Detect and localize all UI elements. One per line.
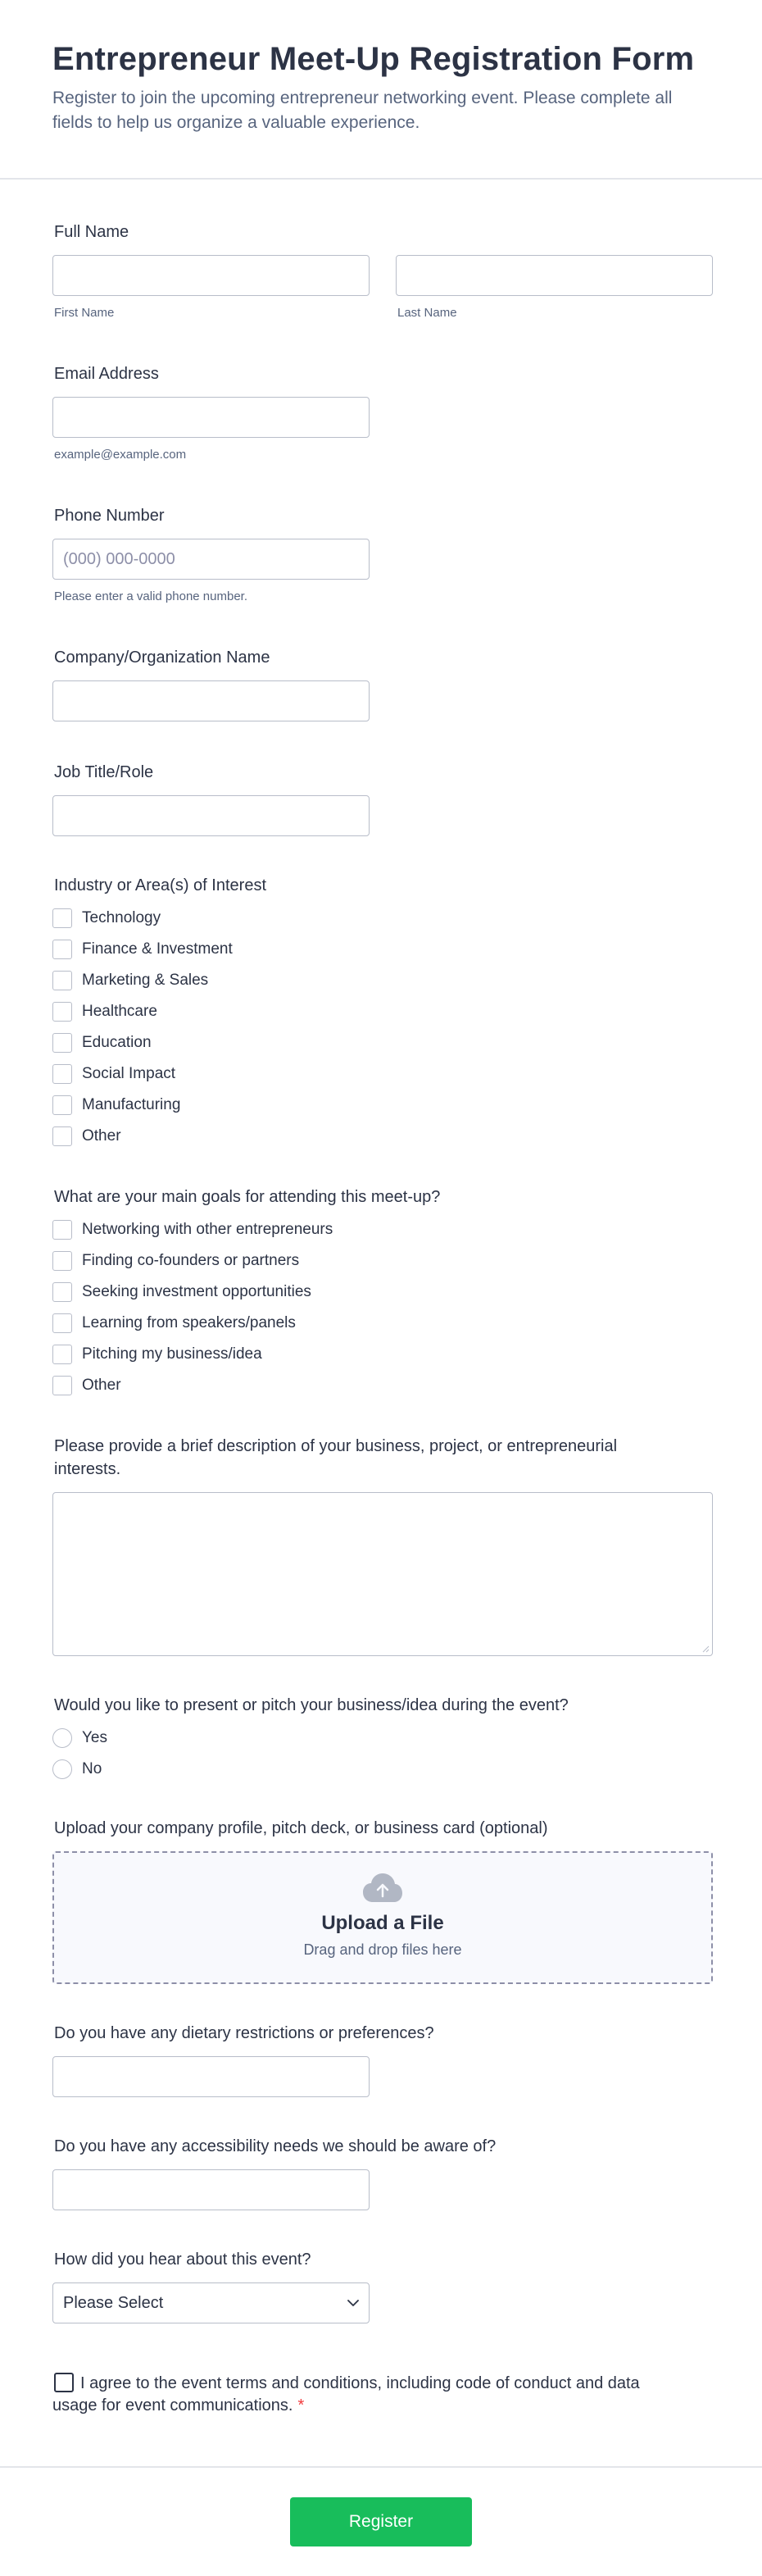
phone-input[interactable] (52, 539, 370, 580)
first-name-input[interactable] (52, 255, 370, 296)
company-question (52, 646, 710, 721)
pitch-option-no[interactable] (52, 1759, 710, 1779)
goals-label: What are your main goals for attending this meet-up? (54, 1188, 441, 1206)
checkbox[interactable] (52, 1376, 72, 1395)
pitch-option-yes[interactable] (52, 1728, 710, 1748)
required-asterisk: * (297, 2396, 305, 2414)
pitch-question (52, 1694, 710, 1779)
cloud-upload-icon (362, 1873, 403, 1904)
option-label: Learning from speakers/panels (82, 1314, 296, 1331)
job-label: Job Title/Role (54, 763, 154, 781)
goals-option[interactable] (52, 1220, 710, 1240)
chevron-down-icon (347, 2300, 359, 2307)
phone-label: Phone Number (54, 507, 165, 525)
option-label: Yes (82, 1729, 107, 1746)
checkbox[interactable] (52, 1126, 72, 1146)
checkbox[interactable] (52, 908, 72, 928)
checkbox[interactable] (52, 1282, 72, 1302)
upload-question (52, 1817, 710, 1984)
radio-button[interactable] (52, 1759, 72, 1779)
goals-option[interactable] (52, 1251, 710, 1271)
option-label: Finding co-founders or partners (82, 1252, 300, 1269)
industry-question (52, 874, 710, 1146)
resize-handle-icon[interactable] (701, 1645, 710, 1653)
accessibility-input[interactable] (52, 2169, 370, 2210)
radio-button[interactable] (52, 1728, 72, 1748)
email-input[interactable] (52, 397, 370, 438)
goals-option[interactable] (52, 1282, 710, 1302)
checkbox[interactable] (52, 1313, 72, 1333)
option-label: Networking with other entrepreneurs (82, 1221, 333, 1238)
pitch-label: Would you like to present or pitch your business/idea during the event? (54, 1696, 569, 1714)
terms-text: I agree to the event terms and conditions, including code of conduct and data usage for event communications. (52, 2374, 640, 2414)
option-label: Marketing & Sales (82, 972, 209, 989)
option-label: Other (82, 1127, 121, 1145)
full-name-label: Full Name (54, 223, 129, 241)
source-selected-value: Please Select (63, 2293, 164, 2312)
phone-question (52, 504, 710, 603)
industry-option[interactable] (52, 971, 710, 990)
form-footer (0, 2466, 762, 2546)
checkbox[interactable] (52, 971, 72, 990)
checkbox[interactable] (52, 1220, 72, 1240)
goals-option[interactable] (52, 1313, 710, 1333)
option-label: Other (82, 1377, 121, 1394)
industry-option[interactable] (52, 1095, 710, 1115)
goals-option[interactable] (52, 1345, 710, 1364)
option-label: Seeking investment opportunities (82, 1283, 311, 1300)
company-input[interactable] (52, 680, 370, 721)
upload-dropzone[interactable] (52, 1851, 713, 1984)
email-question (52, 362, 710, 462)
checkbox[interactable] (52, 1064, 72, 1084)
goals-option[interactable] (52, 1376, 710, 1395)
industry-option[interactable] (52, 1064, 710, 1084)
source-label: How did you hear about this event? (54, 2251, 311, 2269)
option-label: Finance & Investment (82, 940, 233, 958)
job-input[interactable] (52, 795, 370, 836)
first-name-sublabel: First Name (54, 306, 115, 320)
checkbox[interactable] (52, 1033, 72, 1053)
checkbox[interactable] (52, 940, 72, 959)
option-label: Social Impact (82, 1065, 176, 1082)
checkbox[interactable] (52, 1345, 72, 1364)
job-question (52, 761, 710, 836)
industry-option[interactable] (52, 1002, 710, 1022)
last-name-input[interactable] (396, 255, 713, 296)
upload-title: Upload a File (321, 1912, 444, 1934)
phone-placeholder: (000) 000-0000 (63, 549, 175, 568)
terms-checkbox[interactable] (54, 2373, 74, 2392)
company-label: Company/Organization Name (54, 649, 270, 667)
last-name-sublabel: Last Name (397, 306, 457, 320)
register-button[interactable]: Register (290, 2497, 472, 2546)
form-description: Register to join the upcoming entrepreneur networking event. Please complete all fields to help us organize a valuable experience. (52, 89, 673, 132)
form-title: Entrepreneur Meet-Up Registration Form (52, 41, 695, 77)
industry-option[interactable] (52, 1126, 710, 1146)
industry-option[interactable] (52, 940, 710, 959)
source-select[interactable] (52, 2282, 370, 2323)
checkbox[interactable] (52, 1095, 72, 1115)
option-label: No (82, 1760, 102, 1777)
industry-option[interactable] (52, 908, 710, 928)
dietary-question (52, 2022, 710, 2097)
upload-subtitle: Drag and drop files here (303, 1941, 462, 1958)
email-label: Email Address (54, 365, 159, 383)
checkbox[interactable] (52, 1002, 72, 1022)
goals-question (52, 1186, 710, 1395)
email-sublabel: example@example.com (54, 448, 187, 462)
source-question (52, 2248, 710, 2323)
terms-agreement[interactable] (52, 2373, 642, 2417)
phone-sublabel: Please enter a valid phone number. (54, 589, 247, 603)
form-body (0, 221, 762, 2417)
description-label: Please provide a brief description of your business, project, or entrepreneurial interests. (54, 1437, 618, 1478)
option-label: Healthcare (82, 1003, 157, 1020)
industry-option[interactable] (52, 1033, 710, 1053)
dietary-input[interactable] (52, 2056, 370, 2097)
option-label: Education (82, 1034, 152, 1051)
dietary-label: Do you have any dietary restrictions or preferences? (54, 2024, 434, 2042)
option-label: Manufacturing (82, 1096, 181, 1113)
full-name-question (52, 221, 710, 320)
option-label: Pitching my business/idea (82, 1345, 262, 1363)
form-header (0, 0, 762, 180)
checkbox[interactable] (52, 1251, 72, 1271)
description-question (52, 1435, 710, 1656)
industry-label: Industry or Area(s) of Interest (54, 876, 266, 894)
upload-label: Upload your company profile, pitch deck, or business card (optional) (54, 1819, 548, 1837)
description-textarea[interactable] (52, 1492, 713, 1656)
option-label: Technology (82, 909, 161, 926)
accessibility-label: Do you have any accessibility needs we should be aware of? (54, 2137, 497, 2155)
accessibility-question (52, 2135, 710, 2210)
